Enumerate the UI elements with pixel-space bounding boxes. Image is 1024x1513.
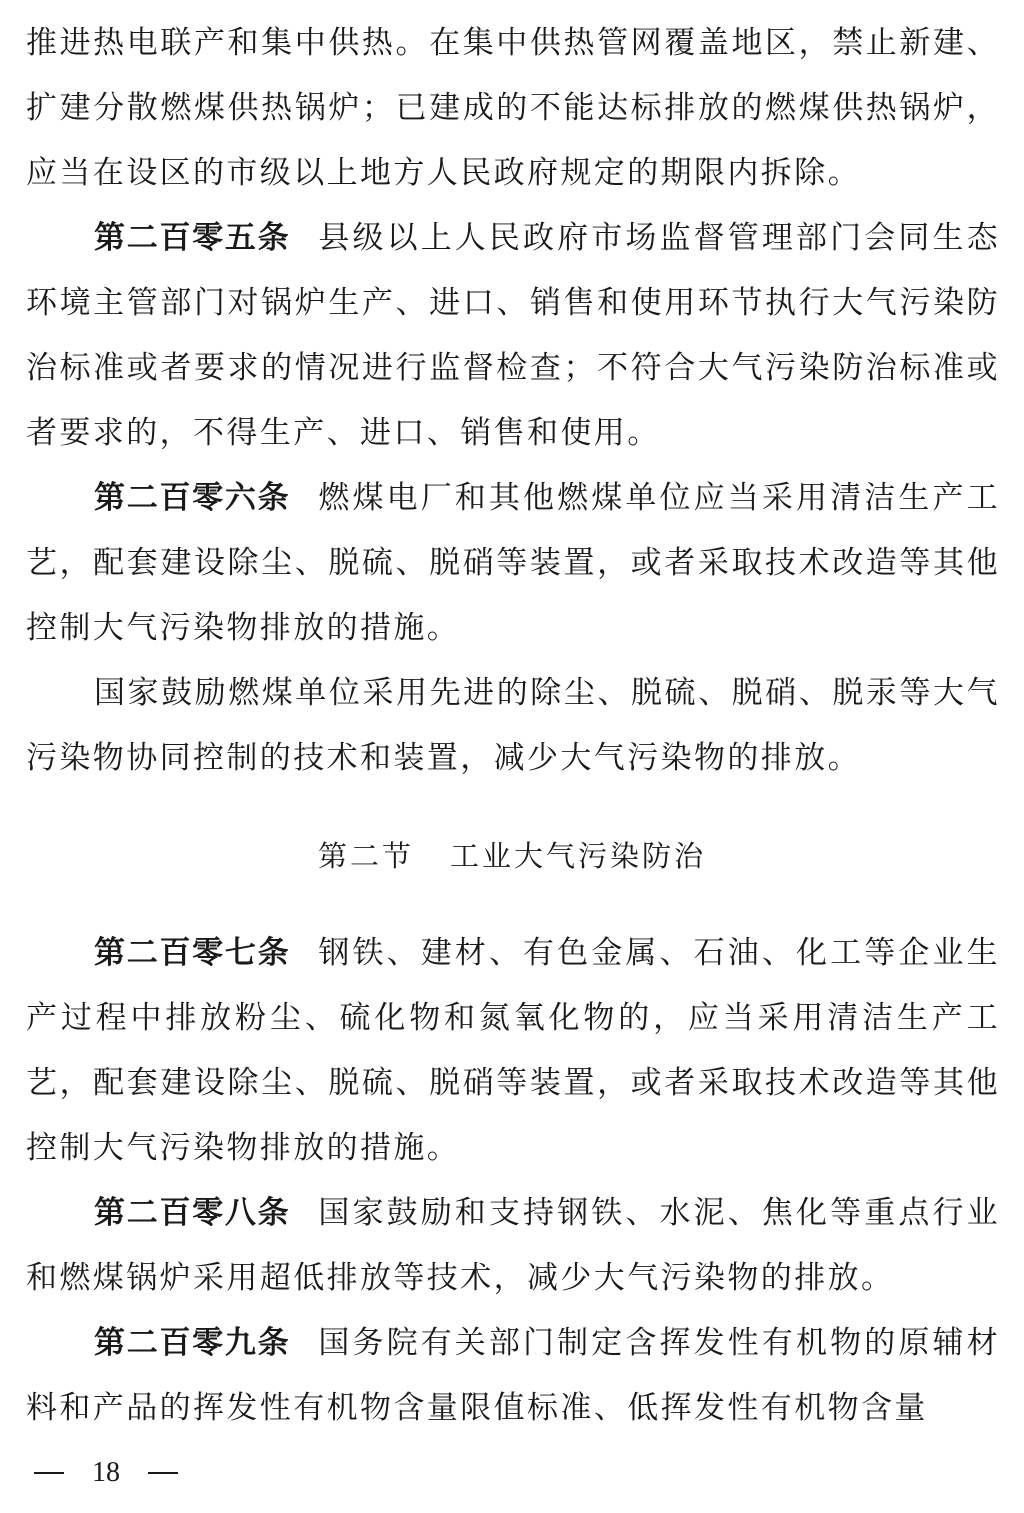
- section-heading: [0, 826, 1024, 886]
- article-number: 第二百零六条: [94, 480, 291, 516]
- paragraph-206-second: [26, 661, 1000, 791]
- page-footer: [34, 1448, 178, 1498]
- article-number: 第二百零五条: [94, 220, 291, 256]
- article-number: 第二百零九条: [94, 1325, 291, 1361]
- article-text: 国务院有关部门制定含挥发性有机物的原辅材料和产品的挥发性有机物含量限值标准、低挥发性有机物含量: [26, 1325, 1001, 1426]
- footer-left-dash: [34, 1472, 64, 1474]
- article-206: [26, 466, 1000, 661]
- article-number: 第二百零七条: [94, 935, 291, 971]
- section-title: 工业大气污染防治: [450, 839, 707, 873]
- paragraph-heating-continued: [26, 11, 1000, 206]
- article-207: [26, 921, 1000, 1181]
- section-number: 第二节: [317, 839, 414, 873]
- footer-right-dash: [148, 1472, 178, 1474]
- page-number: 18: [92, 1457, 120, 1488]
- article-number: 第二百零八条: [94, 1195, 291, 1231]
- article-209: [26, 1311, 1000, 1441]
- article-text: 国家鼓励和支持钢铁、水泥、焦化等重点行业和燃煤锅炉采用超低排放等技术，减少大气污染物的排放。: [26, 1195, 1001, 1296]
- article-text: 钢铁、建材、有色金属、石油、化工等企业生产过程中排放粉尘、硫化物和氮氧化物的，应当采用清洁生产工艺，配套建设除尘、脱硫、脱硝等装置，或者采取技术改造等其他控制大气污染物排放的措施。: [26, 935, 1001, 1166]
- article-text: 燃煤电厂和其他燃煤单位应当采用清洁生产工艺，配套建设除尘、脱硫、脱硝等装置，或者采取技术改造等其他控制大气污染物排放的措施。: [26, 480, 1001, 646]
- paragraph-text: 推进热电联产和集中供热。在集中供热管网覆盖地区，禁止新建、扩建分散燃煤供热锅炉；已建成的不能达标排放的燃煤供热锅炉，应当在设区的市级以上地方人民政府规定的期限内拆除。: [26, 25, 1000, 191]
- article-text: 县级以上人民政府市场监督管理部门会同生态环境主管部门对锅炉生产、进口、销售和使用环节执行大气污染防治标准或者要求的情况进行监督检查；不符合大气污染防治标准或者要求的，不得生产、进口、销售和使用。: [26, 220, 1001, 451]
- article-208: [26, 1181, 1000, 1311]
- paragraph-text: 国家鼓励燃煤单位采用先进的除尘、脱硫、脱硝、脱汞等大气污染物协同控制的技术和装置，减少大气污染物的排放。: [26, 675, 1000, 776]
- article-205: [26, 206, 1000, 466]
